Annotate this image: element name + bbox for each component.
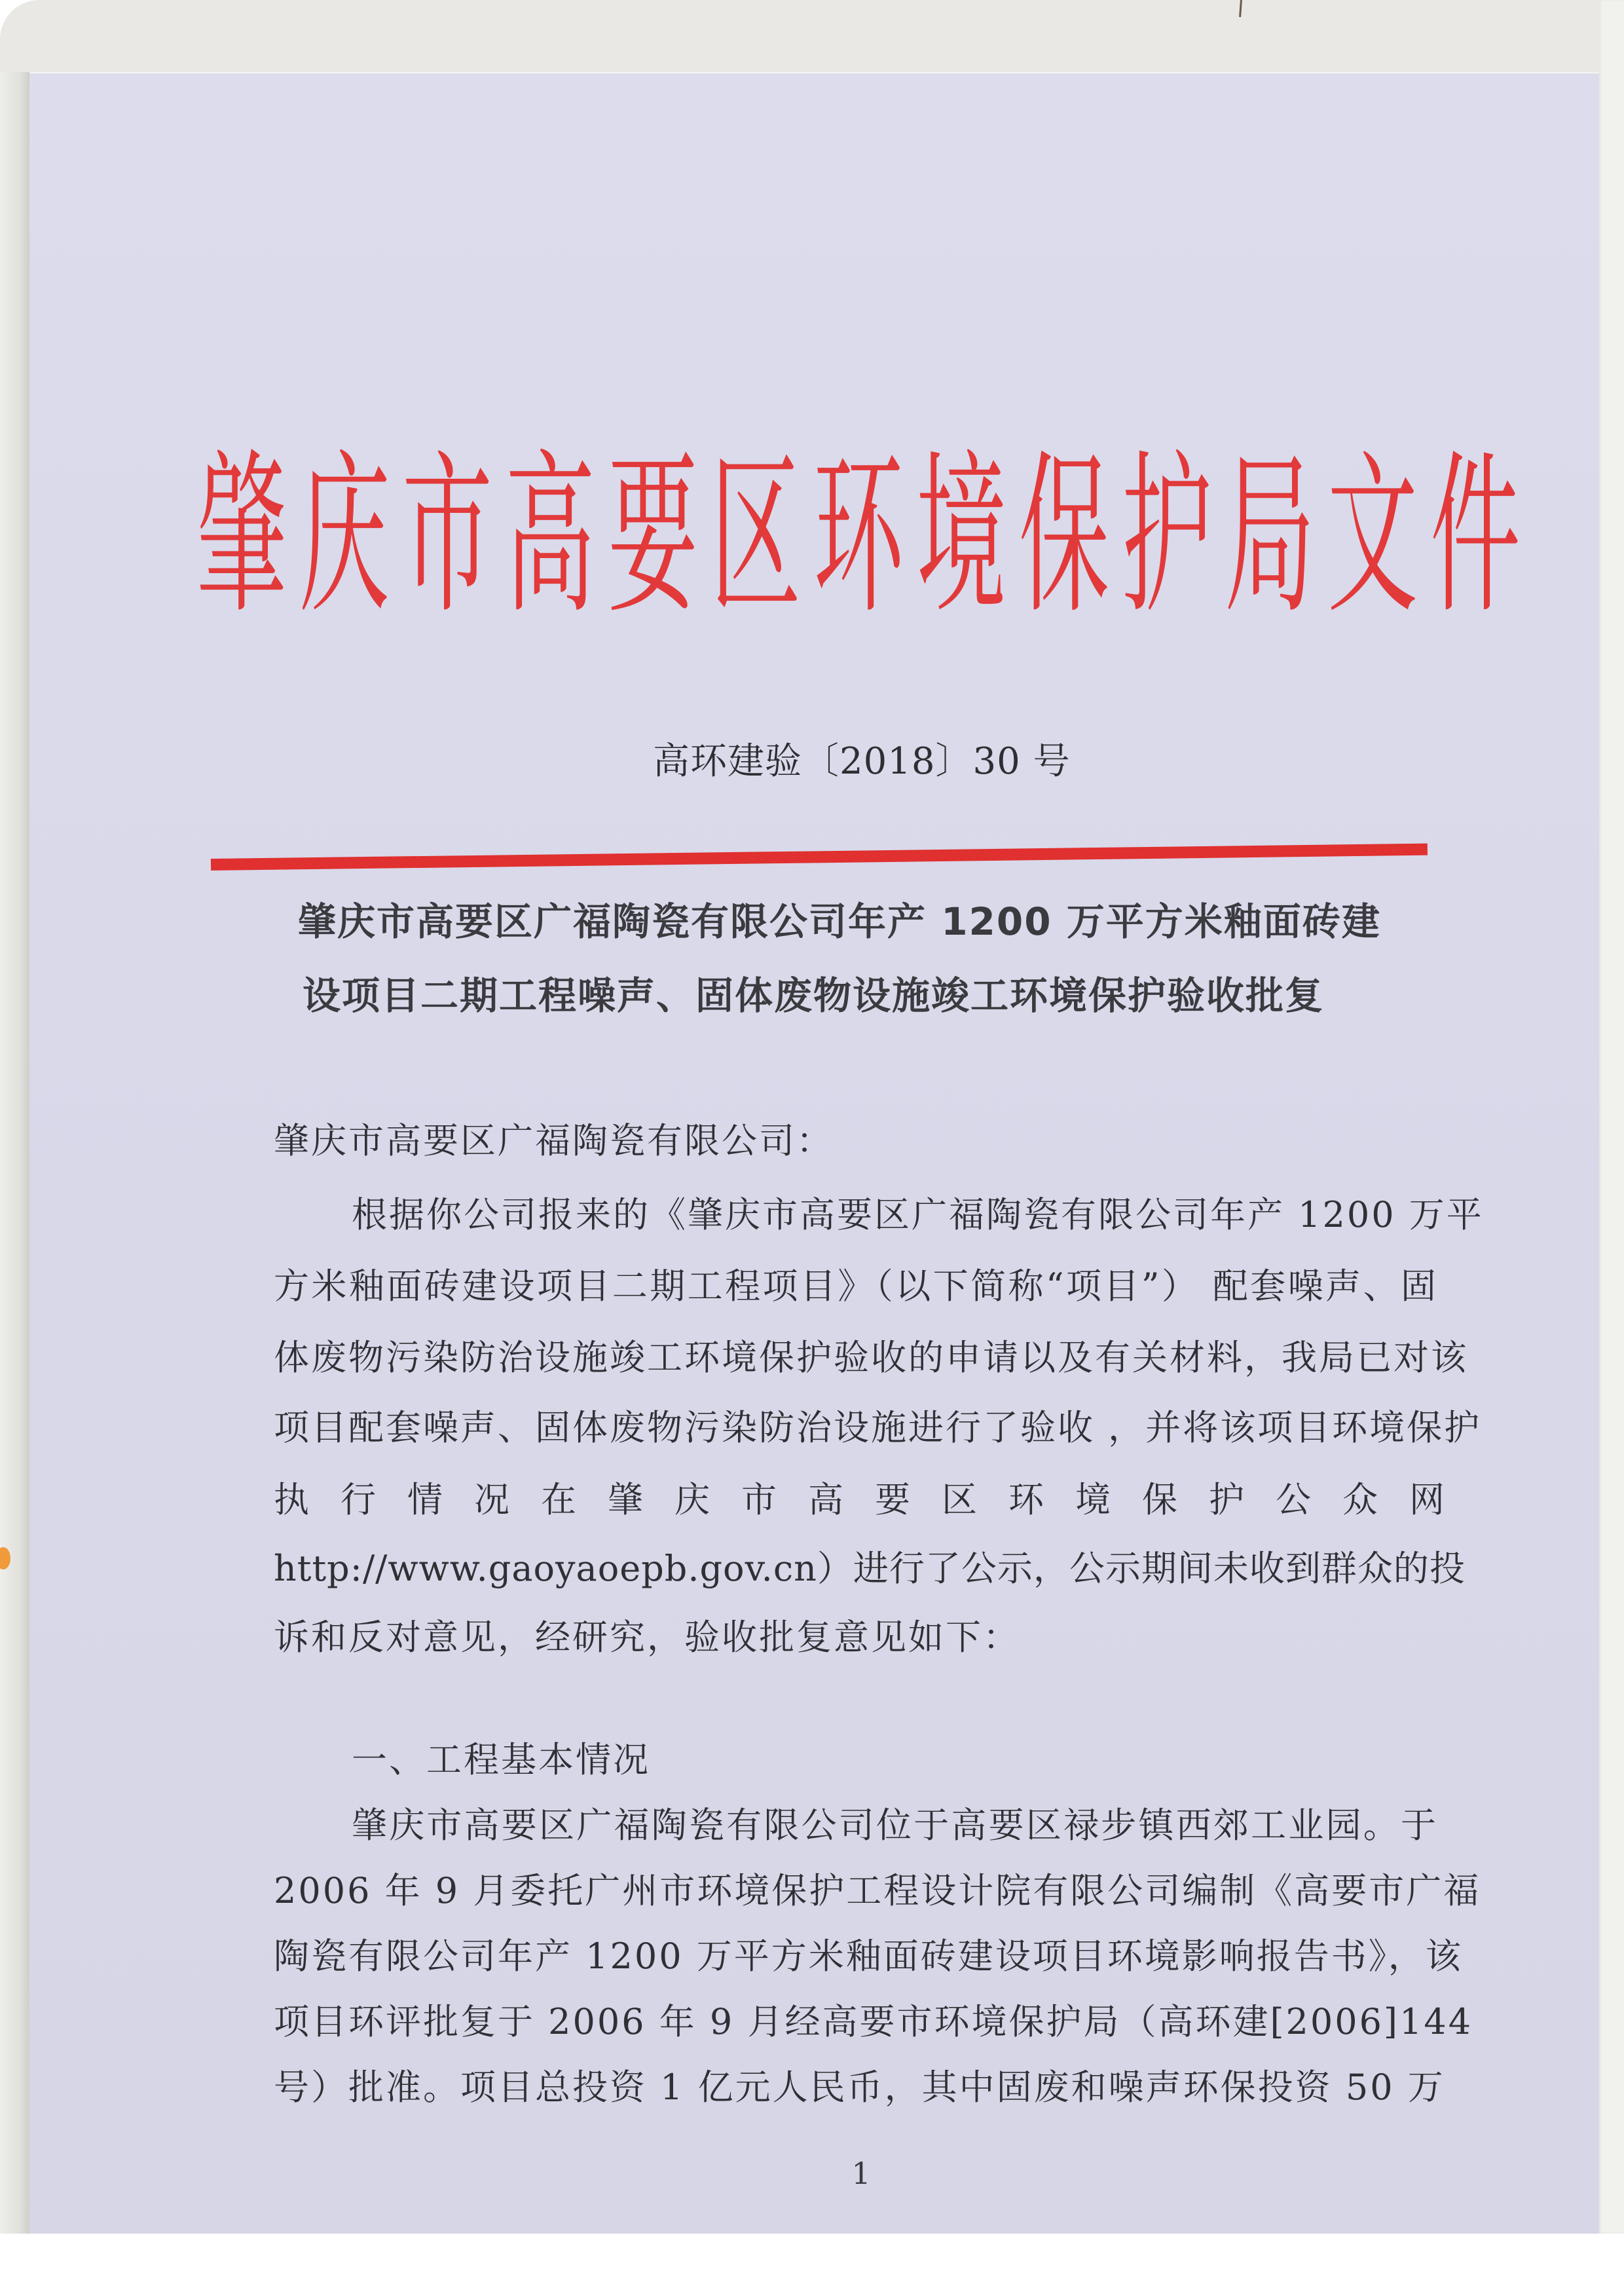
- document-number: 高环建验〔2018〕30 号: [653, 740, 1071, 783]
- section-heading: 一、工程基本情况: [352, 1739, 650, 1780]
- body-line: 肇庆市高要区广福陶瓷有限公司位于高要区禄步镇西郊工业园。于: [352, 1805, 1438, 1846]
- body-line: 诉和反对意见，经研究，验收批复意见如下：: [274, 1617, 1020, 1658]
- body-line: 号）批准。项目总投资 1 亿元人民币，其中固废和噪声环保投资 50 万: [274, 2067, 1445, 2108]
- body-line: 项目配套噪声、固体废物污染防治设施进行了验收 ，并将该项目环境保护: [274, 1407, 1482, 1448]
- salutation: 肇庆市高要区广福陶瓷有限公司：: [274, 1120, 834, 1161]
- scanner-edge-right: [1599, 0, 1624, 2234]
- body-line: 体废物污染防治设施竣工环境保护验收的申请以及有关材料，我局已对该: [274, 1337, 1468, 1378]
- body-line-url: http://www.gaoyaoepb.gov.cn）进行了公示，公示期间未收到群众的投: [274, 1548, 1466, 1589]
- body-line: 执行情况在肇庆市高要区环境保护公众网: [274, 1479, 1476, 1520]
- body-line: 2006 年 9 月委托广州市环境保护工程设计院有限公司编制《高要市广福: [274, 1870, 1481, 1911]
- body-line: 根据你公司报来的《肇庆市高要区广福陶瓷有限公司年产 1200 万平: [352, 1194, 1484, 1235]
- body-line: 方米釉面砖建设项目二期工程项目》（以下简称“项目”） 配套噪声、固: [274, 1265, 1438, 1307]
- body-line: 项目环评批复于 2006 年 9 月经高要市环境保护局（高环建[2006]144: [274, 2001, 1473, 2042]
- document-title-line-2: 设项目二期工程噪声、固体废物设施竣工环境保护验收批复: [303, 973, 1325, 1018]
- document-title-line-1: 肇庆市高要区广福陶瓷有限公司年产 1200 万平方米釉面砖建: [298, 899, 1381, 944]
- page-number: 1: [851, 2156, 871, 2191]
- agency-red-header: 肇庆市高要区环境保护局文件: [196, 434, 1534, 638]
- body-line: 陶瓷有限公司年产 1200 万平方米釉面砖建设项目环境影响报告书》，该: [274, 1936, 1463, 1977]
- scanner-edge-left: [0, 72, 29, 2234]
